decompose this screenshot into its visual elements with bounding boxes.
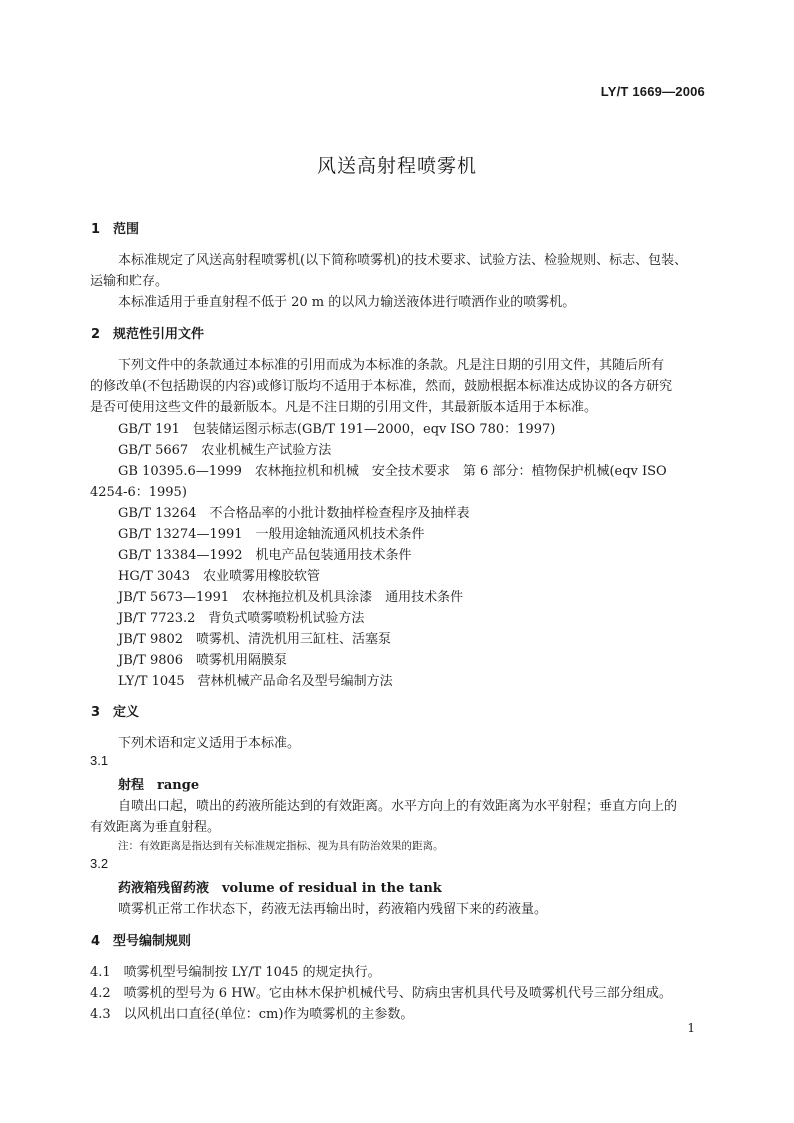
clause-number: 3.2 [90, 856, 109, 871]
reference-item: GB/T 5667 农业机械生产试验方法 [118, 443, 332, 458]
section-heading-scope: 1 范围 [91, 222, 140, 237]
term-range: 射程 range [118, 778, 200, 793]
clause-line: 4.3 以风机出口直径(单位：cm)作为喷雾机的主参数。 [90, 1007, 414, 1022]
reference-item: HG/T 3043 农业喷雾用橡胶软管 [118, 569, 320, 584]
paragraph-line: 的修改单(不包括勘误的内容)或修订版均不适用于本标准，然而，鼓励根据本标准达成协议的各方研究 [90, 379, 673, 394]
page-number: 1 [687, 1021, 695, 1035]
reference-item: GB 10395.6—1999 农林拖拉机和机械 安全技术要求 第 6 部分：植物保护机械(eqv ISO [118, 464, 667, 479]
reference-item: GB/T 13274—1991 一般用途轴流通风机技术条件 [118, 527, 425, 542]
term-residual-volume: 药液箱残留药液 volume of residual in the tank [118, 881, 442, 896]
document-title: 风送高射程喷雾机 [316, 155, 477, 177]
section-heading-model-rules: 4 型号编制规则 [91, 934, 192, 949]
note: 注：有效距离是指达到有关标准规定指标、视为具有防治效果的距离。 [118, 840, 444, 852]
definition-line: 喷雾机正常工作状态下，药液无法再输出时，药液箱内残留下来的药液量。 [118, 902, 548, 917]
clause-line: 4.1 喷雾机型号编制按 LY/T 1045 的规定执行。 [90, 965, 381, 980]
reference-item: JB/T 9802 喷雾机、清洗机用三缸柱、活塞泵 [118, 632, 392, 647]
paragraph-line: 下列文件中的条款通过本标准的引用而成为本标准的条款。凡是注日期的引用文件，其随后所有 [118, 358, 665, 373]
definition-line: 自喷出口起，喷出的药液所能达到的有效距离。水平方向上的有效距离为水平射程；垂直方向上的 [118, 799, 678, 814]
paragraph-line: 是否可使用这些文件的最新版本。凡是不注日期的引用文件，其最新版本适用于本标准。 [90, 400, 598, 415]
reference-item-continuation: 4254-6：1995) [90, 485, 187, 500]
reference-item: GB/T 13384—1992 机电产品包装通用技术条件 [118, 548, 412, 563]
clause-number: 3.1 [90, 753, 109, 768]
paragraph-line: 下列术语和定义适用于本标准。 [118, 736, 301, 751]
clause-line: 4.2 喷雾机的型号为 6 HW。它由林木保护机械代号、防病虫害机具代号及喷雾机代号三部分组成。 [90, 986, 672, 1001]
reference-item: GB/T 191 包装储运图示标志(GB/T 191—2000，eqv ISO 780：1997) [118, 422, 556, 437]
definition-line: 有效距离为垂直射程。 [90, 820, 221, 835]
reference-item: JB/T 5673—1991 农林拖拉机及机具涂漆 通用技术条件 [118, 590, 464, 605]
section-heading-normative-references: 2 规范性引用文件 [91, 327, 205, 342]
section-heading-definitions: 3 定义 [91, 705, 140, 720]
reference-item: GB/T 13264 不合格品率的小批计数抽样检查程序及抽样表 [118, 506, 470, 521]
paragraph-line: 运输和贮存。 [90, 274, 169, 289]
paragraph-line: 本标准适用于垂直射程不低于 20 m 的以风力输送液体进行喷洒作业的喷雾机。 [118, 295, 576, 310]
reference-item: JB/T 7723.2 背负式喷雾喷粉机试验方法 [118, 611, 365, 626]
reference-item: LY/T 1045 营林机械产品命名及型号编制方法 [118, 674, 393, 689]
standard-code: LY/T 1669—2006 [600, 84, 705, 99]
paragraph-line: 本标准规定了风送高射程喷雾机(以下简称喷雾机)的技术要求、试验方法、检验规则、标志、包装、 [118, 253, 688, 268]
reference-item: JB/T 9806 喷雾机用隔膜泵 [118, 653, 288, 668]
